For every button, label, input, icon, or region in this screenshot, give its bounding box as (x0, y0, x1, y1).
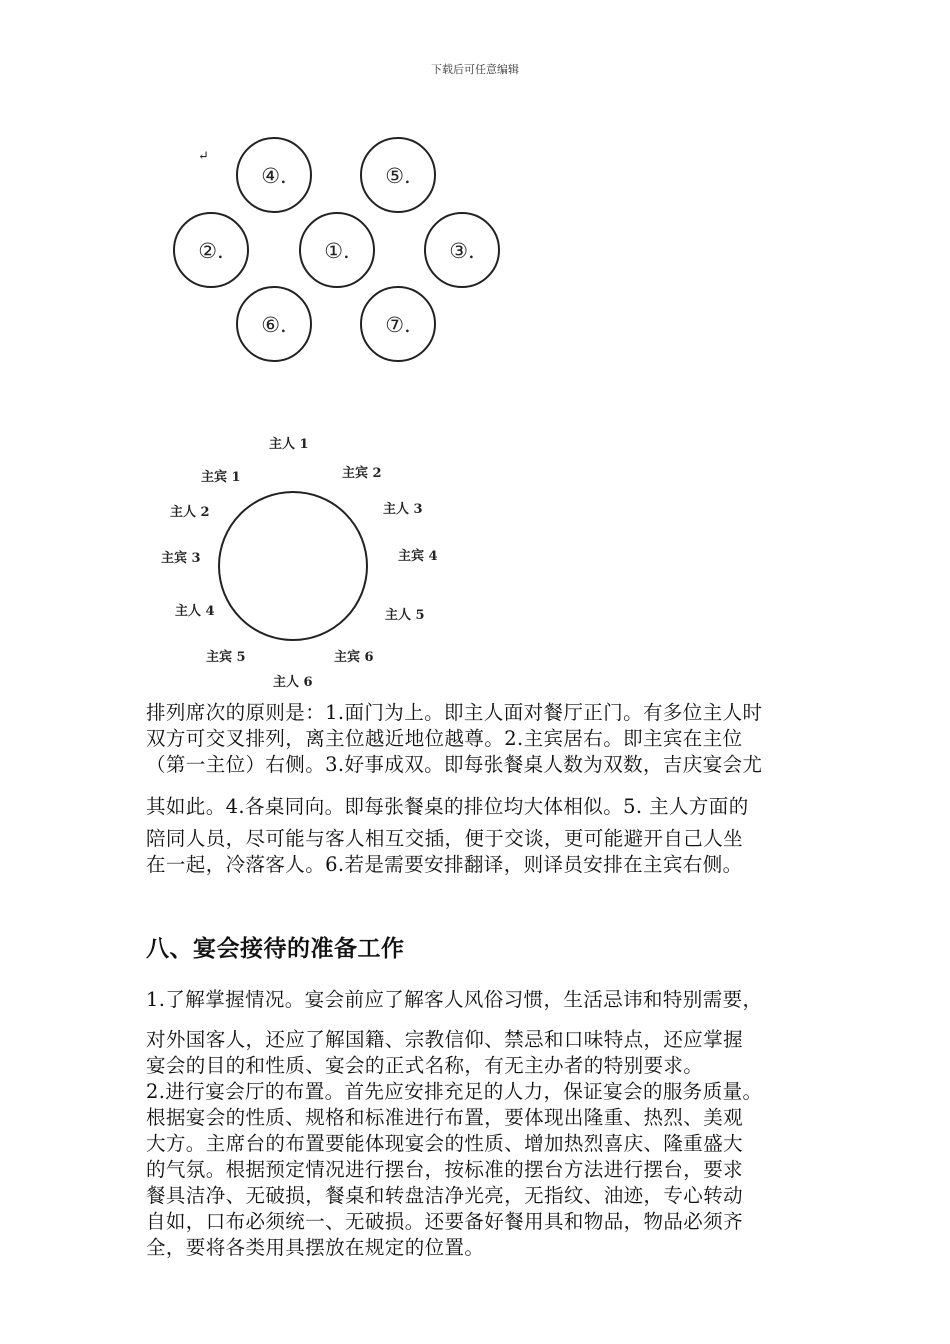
page-header: 下载后可任意编辑 (431, 63, 519, 76)
table-label: ⑦. (385, 313, 411, 337)
text-line: 其如此。4.各桌同向。即每张餐桌的排位均大体相似。5. 主人方面的 (146, 795, 749, 818)
text-line: 排列席次的原则是：1.面门为上。即主人面对餐厅正门。有多位主人时 (146, 701, 763, 724)
text-line: 根据宴会的性质、规格和标准进行布置，要体现出隆重、热烈、美观 (146, 1106, 744, 1129)
text-line: 宴会的目的和性质、宴会的正式名称，有无主办者的特别要求。 (146, 1054, 704, 1077)
table-label: ④. (261, 164, 287, 188)
seat-label: 主人 2 (170, 505, 210, 520)
text-line: 全，要将各类用具摆放在规定的位置。 (146, 1236, 485, 1259)
seat-label: 主宾 2 (342, 466, 382, 481)
seating-principles-paragraph (146, 700, 846, 878)
text-line: 陪同人员，尽可能与客人相互交插，便于交谈，更可能避开自己人坐 (146, 827, 744, 850)
section-heading: 八、宴会接待的准备工作 (146, 936, 405, 962)
return-mark: ↵ (198, 149, 209, 164)
seat-label: 主宾 5 (206, 650, 246, 665)
seat-label: 主宾 1 (201, 470, 241, 485)
table-label: ③. (449, 239, 475, 263)
text-line: 大方。主席台的布置要能体现宴会的性质、增加热烈喜庆、隆重盛大 (146, 1132, 744, 1155)
text-line: 的气氛。根据预定情况进行摆台，按标准的摆台方法进行摆台，要求 (146, 1158, 744, 1181)
text-line: 1.了解掌握情况。宴会前应了解客人风俗习惯，生活忌讳和特别需要， (146, 988, 763, 1011)
table-label: ②. (198, 239, 224, 263)
seat-label: 主人 6 (273, 675, 313, 690)
text-line: 对外国客人，还应了解国籍、宗教信仰、禁忌和口味特点，还应掌握 (146, 1028, 744, 1051)
text-line: 2.进行宴会厅的布置。首先应安排充足的人力，保证宴会的服务质量。 (146, 1080, 763, 1103)
text-line: 餐具洁净、无破损，餐桌和转盘洁净光亮，无指纹、油迹，专心转动 (146, 1184, 744, 1207)
seat-label: 主宾 4 (398, 549, 438, 564)
seat-label: 主宾 6 (334, 650, 374, 665)
seat-label: 主人 1 (269, 437, 309, 452)
table-label: ①. (324, 239, 350, 263)
seat-label: 主人 4 (175, 604, 215, 619)
text-line: （第一主位）右侧。3.好事成双。即每张餐桌人数为双数，吉庆宴会尤 (146, 753, 763, 776)
table-label: ⑤. (385, 164, 411, 188)
preparation-paragraph (146, 987, 846, 1261)
seat-label: 主人 5 (385, 608, 425, 623)
seat-label: 主宾 3 (161, 551, 201, 566)
table-label: ⑥. (261, 313, 287, 337)
seating-table-circle (219, 492, 367, 640)
text-line: 在一起，冷落客人。6.若是需要安排翻译，则译员安排在主宾右侧。 (146, 853, 743, 876)
text-line: 自如，口布必须统一、无破损。还要备好餐用具和物品，物品必须齐 (146, 1210, 744, 1233)
text-line: 双方可交叉排列，离主位越近地位越尊。2.主宾居右。即主宾在主位 (146, 727, 743, 750)
seat-label: 主人 3 (383, 502, 423, 517)
